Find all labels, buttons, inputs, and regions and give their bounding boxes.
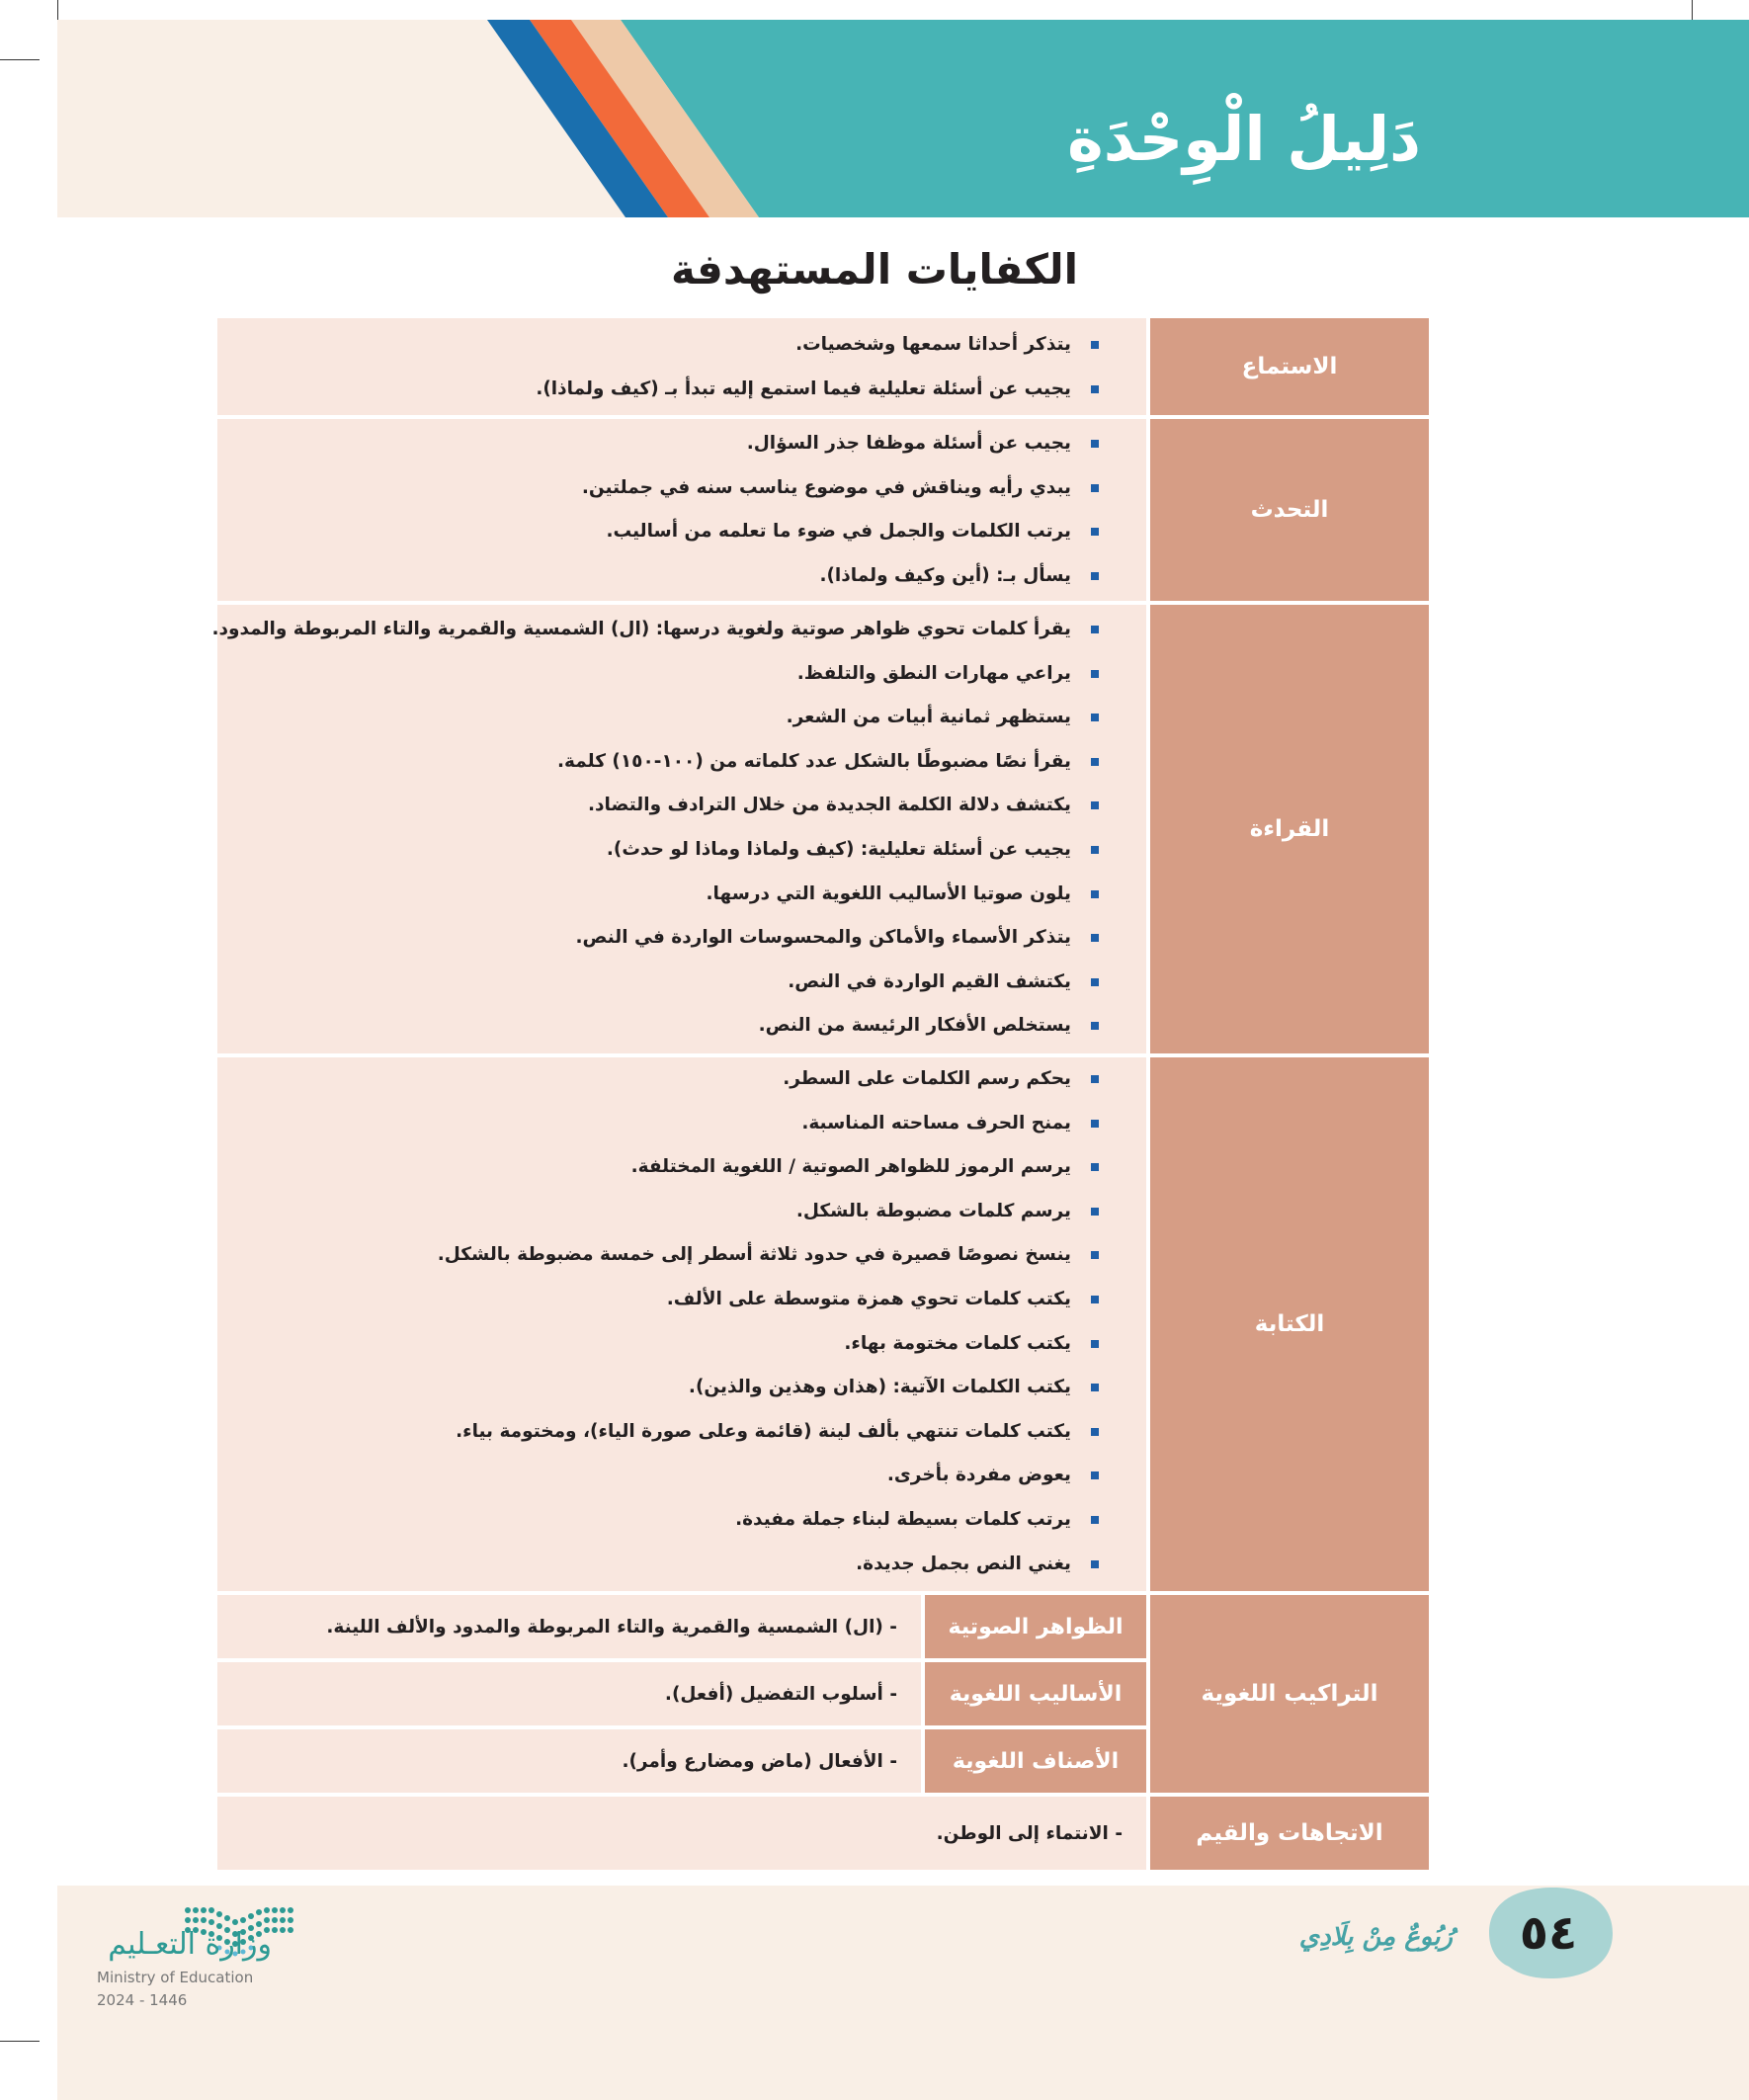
- bullet-icon: [1091, 846, 1099, 854]
- list-item: يرسم كلمات مضبوطة بالشكل.: [438, 1190, 1099, 1234]
- list-item: يجيب عن أسئلة تعليلية فيما استمع إليه تبدأ بـ (كيف ولماذا).: [536, 368, 1099, 412]
- list-item: يرتب كلمات بسيطة لبناء جملة مفيدة.: [438, 1498, 1099, 1543]
- sub-row-styles: [217, 1662, 1146, 1725]
- items-list: [582, 422, 1099, 598]
- page-number: ٥٤: [1519, 1905, 1578, 1961]
- bullet-icon: [1091, 934, 1099, 942]
- row-head-values: الاتجاهات والقيم: [1150, 1797, 1429, 1870]
- list-item: يستظهر ثمانية أبيات من الشعر.: [211, 696, 1099, 740]
- row-content: [217, 419, 1146, 601]
- bullet-icon: [1091, 484, 1099, 492]
- list-item: يرسم الرموز للظواهر الصوتية / اللغوية المختلفة.: [438, 1145, 1099, 1190]
- values-text: - الانتماء إلى الوطن.: [936, 1822, 1123, 1844]
- items-list: [211, 608, 1099, 1049]
- crop-mark: [0, 59, 40, 60]
- row-head-writing: الكتابة: [1150, 1057, 1429, 1591]
- list-item: يتذكر الأسماء والأماكن والمحسوسات الواردة في النص.: [211, 916, 1099, 961]
- bullet-icon: [1091, 1471, 1099, 1479]
- crop-mark: [0, 2041, 40, 2042]
- list-item: يكتشف دلالة الكلمة الجديدة من خلال الترادف والتضاد.: [211, 784, 1099, 828]
- items-list: [438, 1057, 1099, 1586]
- list-item: يراعي مهارات النطق والتلفظ.: [211, 652, 1099, 697]
- row-structures: [217, 1595, 1429, 1793]
- header-banner: [57, 20, 1749, 217]
- bullet-icon: [1091, 1208, 1099, 1216]
- sub-row-phonetic: [217, 1595, 1146, 1658]
- list-item: يرتب الكلمات والجمل في ضوء ما تعلمه من أساليب.: [582, 510, 1099, 554]
- ministry-year: 2024 - 1446: [97, 1991, 188, 2009]
- bullet-icon: [1091, 1163, 1099, 1171]
- bullet-icon: [1091, 626, 1099, 633]
- list-item: يكتب كلمات تنتهي بألف لينة (قائمة وعلى صورة الياء)، ومختومة بياء.: [438, 1410, 1099, 1455]
- ministry-name-arabic: وزارة التعـليم: [108, 1927, 272, 1962]
- row-head-reading: القراءة: [1150, 605, 1429, 1053]
- row-head-structures: التراكيب اللغوية: [1150, 1595, 1429, 1793]
- list-item: يلون صوتيا الأساليب اللغوية التي درسها.: [211, 873, 1099, 917]
- row-reading: [211, 605, 1429, 1053]
- list-item: يكتب كلمات تحوي همزة متوسطة على الألف.: [438, 1278, 1099, 1322]
- list-item: يغني النص بجمل جديدة.: [438, 1543, 1099, 1587]
- row-listening: [217, 318, 1429, 415]
- sub-head: الظواهر الصوتية: [925, 1595, 1146, 1658]
- list-item: يكتب كلمات مختومة بهاء.: [438, 1322, 1099, 1367]
- section-title: الكفايات المستهدفة: [670, 245, 1079, 294]
- bullet-icon: [1091, 714, 1099, 721]
- bullet-icon: [1091, 440, 1099, 448]
- bullet-icon: [1091, 1296, 1099, 1303]
- bullet-icon: [1091, 1428, 1099, 1436]
- sub-text: - أسلوب التفضيل (أفعل).: [217, 1662, 921, 1725]
- items-list: [536, 323, 1099, 411]
- row-writing: [217, 1057, 1429, 1591]
- bullet-icon: [1091, 1384, 1099, 1391]
- list-item: يقرأ كلمات تحوي ظواهر صوتية ولغوية درسها: (ال) الشمسية والقمرية والتاء المربوطة والمدود.: [211, 608, 1099, 652]
- sub-head: الأصناف اللغوية: [925, 1729, 1146, 1793]
- sub-text: - (ال) الشمسية والقمرية والتاء المربوطة والمدود والألف اللينة.: [217, 1595, 921, 1658]
- sub-head: الأساليب اللغوية: [925, 1662, 1146, 1725]
- bullet-icon: [1091, 1022, 1099, 1030]
- list-item: يمنح الحرف مساحته المناسبة.: [438, 1102, 1099, 1146]
- ministry-name-english: Ministry of Education: [97, 1969, 254, 1986]
- row-head-speaking: التحدث: [1150, 419, 1429, 601]
- list-item: يعوض مفردة بأخرى.: [438, 1454, 1099, 1498]
- list-item: يسأل بـ: (أين وكيف ولماذا).: [582, 554, 1099, 599]
- list-item: يكتشف القيم الواردة في النص.: [211, 961, 1099, 1005]
- bullet-icon: [1091, 670, 1099, 678]
- bullet-icon: [1091, 890, 1099, 898]
- row-content: [217, 318, 1146, 415]
- row-values: [217, 1797, 1429, 1870]
- list-item: يتذكر أحداثا سمعها وشخصيات.: [536, 323, 1099, 368]
- list-item: يقرأ نصًا مضبوطًا بالشكل عدد كلماته من (١٠٠-١٥٠) كلمة.: [211, 740, 1099, 785]
- sub-row-categories: [217, 1729, 1146, 1793]
- book-title: رُبُوعٌ مِنْ بِلَادِي: [1298, 1922, 1453, 1952]
- bullet-icon: [1091, 978, 1099, 986]
- page-title: دَلِيلُ الْوِحْدَةِ: [1067, 102, 1421, 175]
- bullet-icon: [1091, 341, 1099, 349]
- bullet-icon: [1091, 528, 1099, 536]
- bullet-icon: [1091, 758, 1099, 766]
- row-speaking: [217, 419, 1429, 601]
- row-head-listening: الاستماع: [1150, 318, 1429, 415]
- list-item: يجيب عن أسئلة تعليلية: (كيف ولماذا وماذا لو حدث).: [211, 828, 1099, 873]
- sub-text: - الأفعال (ماض ومضارع وأمر).: [217, 1729, 921, 1793]
- bullet-icon: [1091, 385, 1099, 393]
- list-item: يستخلص الأفكار الرئيسة من النص.: [211, 1004, 1099, 1049]
- list-item: يكتب الكلمات الآتية: (هذان وهذين والذين).: [438, 1366, 1099, 1410]
- list-item: ينسخ نصوصًا قصيرة في حدود ثلاثة أسطر إلى خمسة مضبوطة بالشكل.: [438, 1233, 1099, 1278]
- list-item: يجيب عن أسئلة موظفا جذر السؤال.: [582, 422, 1099, 466]
- bullet-icon: [1091, 572, 1099, 580]
- row-content: [217, 1797, 1146, 1870]
- bullet-icon: [1091, 801, 1099, 809]
- bullet-icon: [1091, 1120, 1099, 1128]
- bullet-icon: [1091, 1251, 1099, 1259]
- row-content: [211, 605, 1146, 1053]
- bullet-icon: [1091, 1560, 1099, 1568]
- list-item: يبدي رأيه ويناقش في موضوع يناسب سنه في جملتين.: [582, 466, 1099, 511]
- row-content: [217, 1057, 1146, 1591]
- bullet-icon: [1091, 1340, 1099, 1348]
- list-item: يحكم رسم الكلمات على السطر.: [438, 1057, 1099, 1102]
- bullet-icon: [1091, 1075, 1099, 1083]
- bullet-icon: [1091, 1516, 1099, 1524]
